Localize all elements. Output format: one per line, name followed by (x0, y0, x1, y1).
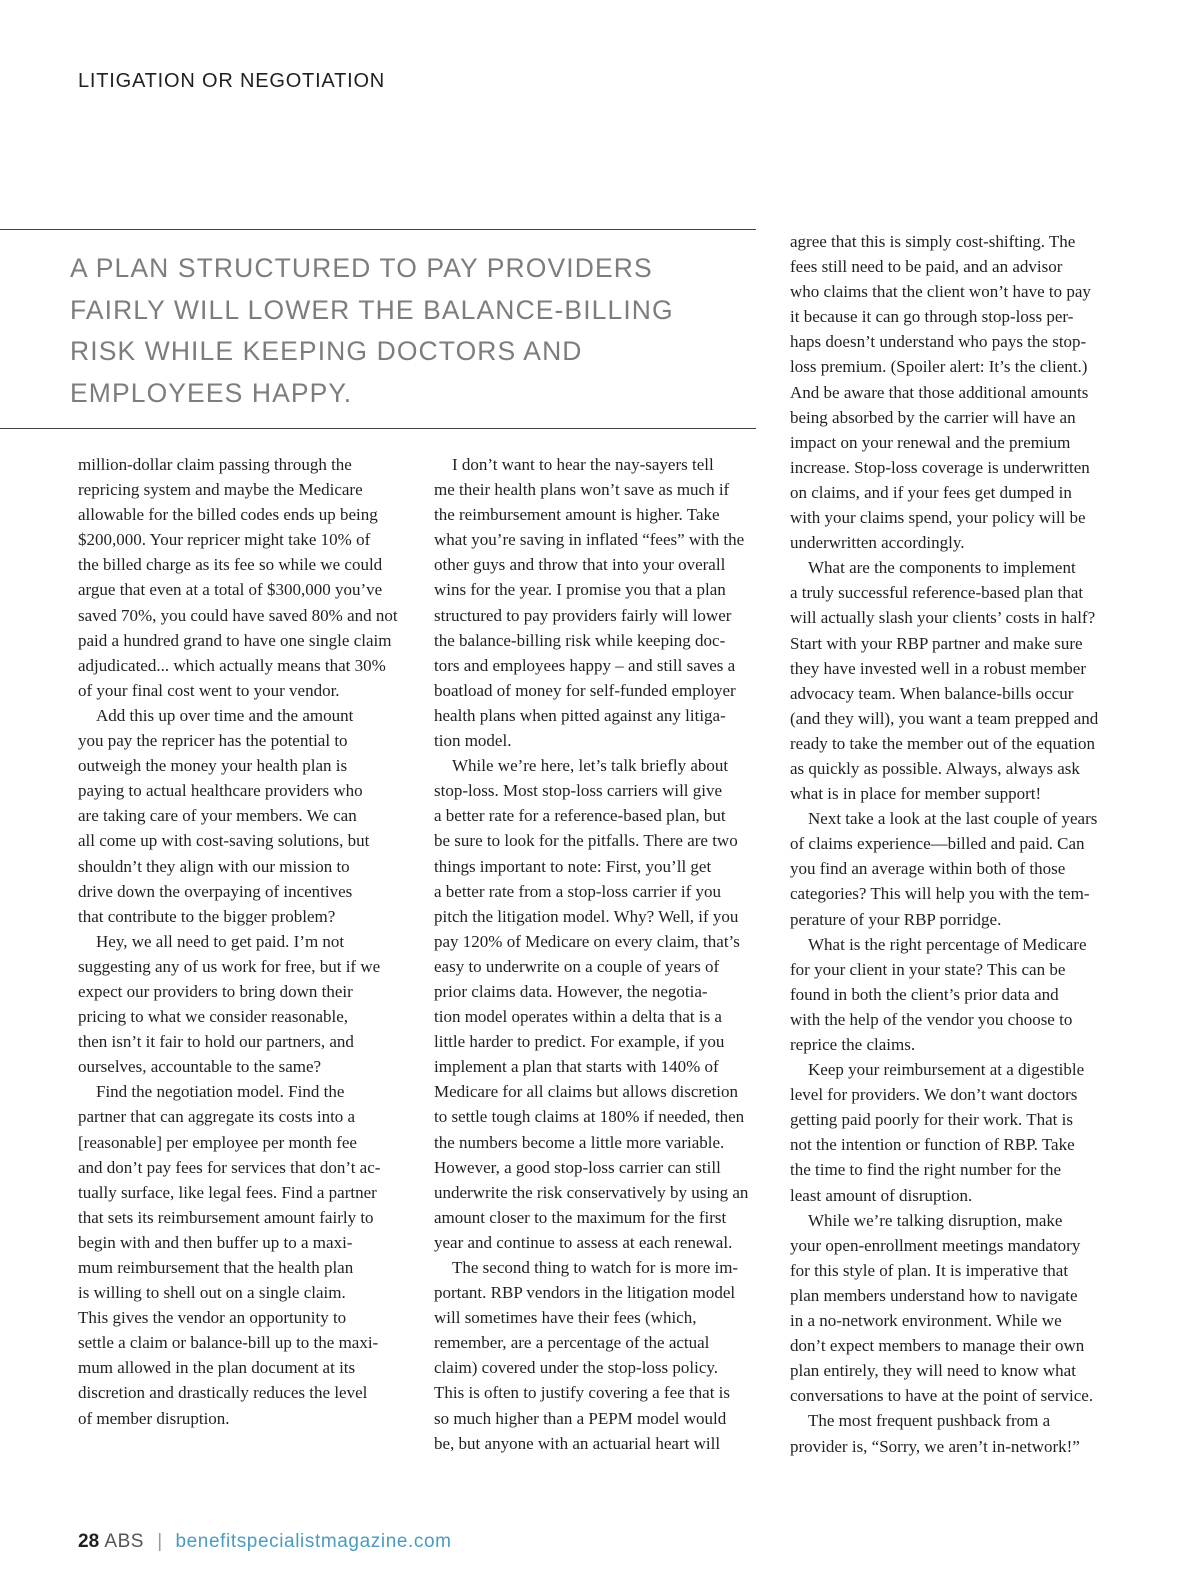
text-line: increase. Stop-loss coverage is underwritten (790, 457, 1090, 477)
text-line: found in both the client’s prior data and (790, 984, 1059, 1004)
text-line: haps doesn’t understand who pays the stop- (790, 332, 1087, 352)
text-line: are taking care of your members. We can (78, 806, 357, 826)
text-line: advocacy team. When balance-bills occur (790, 683, 1074, 703)
text-line: plan members understand how to navigate (790, 1285, 1078, 1305)
text-line: The most frequent pushback from a (808, 1411, 1051, 1431)
paragraph (78, 929, 414, 1080)
pull-quote-line: A PLAN STRUCTURED TO PAY PROVIDERS (70, 253, 653, 283)
text-line: [reasonable] per employee per month fee (78, 1132, 357, 1152)
text-line: your open-enrollment meetings mandatory (790, 1235, 1081, 1255)
text-line: and don’t pay fees for services that don’t ac- (78, 1157, 381, 1177)
pull-quote-line: EMPLOYEES HAPPY. (70, 377, 353, 408)
text-line: argue that even at a total of $300,000 you’ve (78, 580, 383, 600)
text-line: Find the negotiation model. Find the (96, 1082, 345, 1102)
pull-quote-text (70, 248, 730, 414)
text-line: Keep your reimbursement at a digestible (808, 1060, 1085, 1080)
text-line: mum reimbursement that the health plan (78, 1258, 354, 1277)
text-line: pitch the litigation model. Why? Well, if you (434, 906, 739, 926)
text-line: be sure to look for the pitfalls. There are two (434, 831, 738, 851)
text-line: Hey, we all need to get paid. I’m not (96, 931, 345, 951)
text-line: This is often to justify covering a fee that is (434, 1383, 731, 1403)
text-line: plan entirely, they will need to know what (790, 1361, 1076, 1381)
text-line: tion model. (434, 731, 512, 751)
paragraph (790, 1057, 1126, 1208)
publication-name: ABS (104, 1531, 144, 1552)
text-line: little harder to predict. For example, if you (434, 1032, 725, 1052)
text-line: structured to pay providers fairly will lower (434, 605, 732, 625)
text-line: don’t expect members to manage their own (790, 1336, 1085, 1356)
text-line: least amount of disruption. (790, 1185, 973, 1205)
page-footer (78, 1531, 452, 1553)
text-line: settle a claim or balance-bill up to the maxi- (78, 1333, 379, 1353)
text-line: implement a plan that starts with 140% of (434, 1057, 719, 1077)
paragraph (790, 229, 1126, 555)
text-line: (and they will), you want a team prepped and (790, 708, 1099, 728)
text-line: you find an average within both of those (790, 859, 1066, 879)
pull-quote-line: FAIRLY WILL LOWER THE BALANCE-BILLING (70, 294, 674, 325)
text-line: on claims, and if your fees get dumped in (790, 482, 1072, 502)
text-line: partner that can aggregate its costs into a (78, 1107, 356, 1127)
text-line: not the intention or function of RBP. Take (790, 1135, 1075, 1155)
text-line: to settle tough claims at 180% if needed, then (434, 1107, 745, 1127)
paragraph (790, 806, 1126, 931)
paragraph (78, 1079, 414, 1430)
text-line: However, a good stop-loss carrier can still (434, 1157, 721, 1177)
text-line: While we’re here, let’s talk briefly about (452, 756, 729, 776)
text-line: ready to take the member out of the equation (790, 733, 1095, 753)
text-line: a better rate for a reference-based plan, but (434, 806, 726, 826)
text-line: Next take a look at the last couple of years (808, 809, 1098, 829)
text-line: repricing system and maybe the Medicare (78, 480, 363, 500)
paragraph (790, 932, 1126, 1057)
paragraph (434, 753, 770, 1255)
text-line: easy to underwrite on a couple of years of (434, 956, 720, 976)
text-line: with the help of the vendor you choose to (790, 1009, 1073, 1029)
text-line: portant. RBP vendors in the litigation model (434, 1283, 736, 1303)
text-line: then isn’t it fair to hold our partners, and (78, 1032, 354, 1052)
text-line: Start with your RBP partner and make sure (790, 633, 1083, 653)
text-line: a better rate from a stop-loss carrier if you (434, 881, 721, 901)
text-line: paying to actual healthcare providers who (78, 781, 363, 801)
text-line: impact on your renewal and the premium (790, 432, 1071, 452)
text-line: tors and employees happy – and still saves a (434, 655, 736, 675)
text-line: what you’re saving in inflated “fees” with the (434, 530, 745, 550)
text-line: tion model operates within a delta that is a (434, 1007, 722, 1027)
text-line: provider is, “Sorry, we aren’t in-network!” (790, 1436, 1080, 1456)
text-line: getting paid poorly for their work. That is (790, 1110, 1073, 1130)
text-line: underwritten accordingly. (790, 533, 965, 553)
text-line: I don’t want to hear the nay-sayers tell (452, 455, 714, 474)
text-line: pricing to what we consider reasonable, (78, 1007, 349, 1027)
text-line: Add this up over time and the amount (96, 705, 354, 725)
text-line: the reimbursement amount is higher. Take (434, 505, 720, 525)
text-line: of claims experience—billed and paid. Can (790, 834, 1085, 854)
text-line: is willing to shell out on a single claim. (78, 1283, 346, 1303)
text-line: that sets its reimbursement amount fairly to (78, 1207, 374, 1227)
text-line: And be aware that those additional amounts (790, 382, 1089, 402)
pull-quote-line: RISK WHILE KEEPING DOCTORS AND (70, 336, 583, 366)
text-line: loss premium. (Spoiler alert: It’s the client.) (790, 357, 1088, 377)
text-line: you pay the repricer has the potential to (78, 731, 348, 751)
text-line: the numbers become a little more variable. (434, 1132, 725, 1152)
text-line: for this style of plan. It is imperative that (790, 1260, 1069, 1280)
text-line: year and continue to assess at each renewal. (434, 1232, 733, 1252)
text-line: suggesting any of us work for free, but if we (78, 956, 381, 976)
text-line: begin with and then buffer up to a maxi- (78, 1232, 353, 1252)
text-line: it because it can go through stop-loss per- (790, 307, 1074, 327)
paragraph (790, 555, 1126, 806)
text-line: of member disruption. (78, 1408, 230, 1428)
paragraph (78, 452, 414, 703)
text-line: categories? This will help you with the tem- (790, 884, 1090, 904)
text-line: $200,000. Your repricer might take 10% of (78, 530, 371, 550)
text-line: of your final cost went to your vendor. (78, 680, 340, 700)
text-line: boatload of money for self-funded employer (434, 680, 736, 700)
paragraph (790, 1208, 1126, 1409)
text-line: for your client in your state? This can be (790, 959, 1066, 979)
text-line: health plans when pitted against any litiga- (434, 705, 726, 725)
text-line: The second thing to watch for is more im- (452, 1258, 739, 1277)
text-line: While we’re talking disruption, make (808, 1210, 1063, 1230)
text-line: underwrite the risk conservatively by using an (434, 1182, 749, 1202)
text-line: that contribute to the bigger problem? (78, 906, 336, 926)
text-line: in a no-network environment. While we (790, 1311, 1062, 1331)
text-line: they have invested well in a robust member (790, 658, 1086, 678)
text-line: pay 120% of Medicare on every claim, that’s (434, 931, 740, 951)
text-line: saved 70%, you could have saved 80% and not (78, 605, 398, 625)
text-line: things important to note: First, you’ll get (434, 856, 712, 876)
text-line: claim) covered under the stop-loss policy. (434, 1358, 719, 1378)
text-line: paid a hundred grand to have one single claim (78, 630, 392, 650)
text-line: who claims that the client won’t have to pay (790, 282, 1091, 302)
text-line: so much higher than a PEPM model would (434, 1408, 727, 1428)
text-line: ourselves, accountable to the same? (78, 1057, 322, 1077)
pull-quote (0, 229, 756, 429)
text-line: all come up with cost-saving solutions, but (78, 831, 370, 851)
paragraph (434, 1255, 770, 1456)
text-line: agree that this is simply cost-shifting. The (790, 232, 1076, 251)
text-line: outweigh the money your health plan is (78, 756, 348, 776)
text-line: with your claims spend, your policy will be (790, 508, 1086, 528)
text-line: Medicare for all claims but allows discretion (434, 1082, 739, 1102)
text-line: being absorbed by the carrier will have an (790, 407, 1076, 427)
text-line: tually surface, like legal fees. Find a partner (78, 1182, 377, 1202)
text-line: reprice the claims. (790, 1035, 916, 1054)
text-line: other guys and throw that into your overall (434, 555, 726, 575)
text-line: be, but anyone with an actuarial heart will (434, 1433, 721, 1453)
text-line: wins for the year. I promise you that a plan (434, 580, 726, 600)
website-link[interactable]: benefitspecialistmagazine.com (175, 1531, 452, 1552)
text-line: will sometimes have their fees (which, (434, 1308, 697, 1328)
text-line: amount closer to the maximum for the first (434, 1207, 727, 1227)
text-line: mum allowed in the plan document at its (78, 1358, 356, 1378)
text-line: level for providers. We don’t want doctors (790, 1085, 1078, 1105)
text-line: stop-loss. Most stop-loss carriers will give (434, 781, 723, 801)
text-line: This gives the vendor an opportunity to (78, 1308, 347, 1328)
text-line: the balance-billing risk while keeping doc- (434, 630, 726, 650)
text-line: a truly successful reference-based plan that (790, 583, 1084, 603)
text-line: million-dollar claim passing through the (78, 455, 352, 474)
text-line: will actually slash your clients’ costs in half? (790, 608, 1096, 628)
text-line: allowable for the billed codes ends up being (78, 505, 378, 525)
section-title: LITIGATION OR NEGOTIATION (78, 70, 386, 92)
text-line: the billed charge as its fee so while we could (78, 555, 383, 575)
footer-separator: | (157, 1531, 163, 1552)
text-line: conversations to have at the point of service. (790, 1386, 1094, 1406)
text-line: discretion and drastically reduces the level (78, 1383, 368, 1403)
text-line: What are the components to implement (808, 558, 1076, 578)
text-line: fees still need to be paid, and an advisor (790, 257, 1063, 277)
text-line: remember, are a percentage of the actual (434, 1333, 710, 1353)
text-line: prior claims data. However, the negotia- (434, 981, 708, 1001)
article-column-2 (434, 452, 770, 1456)
text-line: the time to find the right number for the (790, 1160, 1061, 1180)
paragraph (78, 703, 414, 929)
text-line: me their health plans won’t save as much if (434, 480, 730, 500)
paragraph (790, 1408, 1126, 1458)
text-line: adjudicated... which actually means that 30% (78, 655, 386, 675)
text-line: drive down the overpaying of incentives (78, 881, 353, 901)
text-line: what is in place for member support! (790, 784, 1042, 804)
text-line: as quickly as possible. Always, always ask (790, 758, 1080, 778)
article-column-1 (78, 452, 414, 1431)
text-line: expect our providers to bring down their (78, 981, 353, 1001)
text-line: shouldn’t they align with our mission to (78, 856, 350, 876)
text-line: What is the right percentage of Medicare (808, 934, 1087, 954)
article-column-3 (790, 229, 1126, 1459)
page-number: 28 (78, 1531, 100, 1552)
text-line: perature of your RBP porridge. (790, 909, 1002, 929)
paragraph (434, 452, 770, 753)
